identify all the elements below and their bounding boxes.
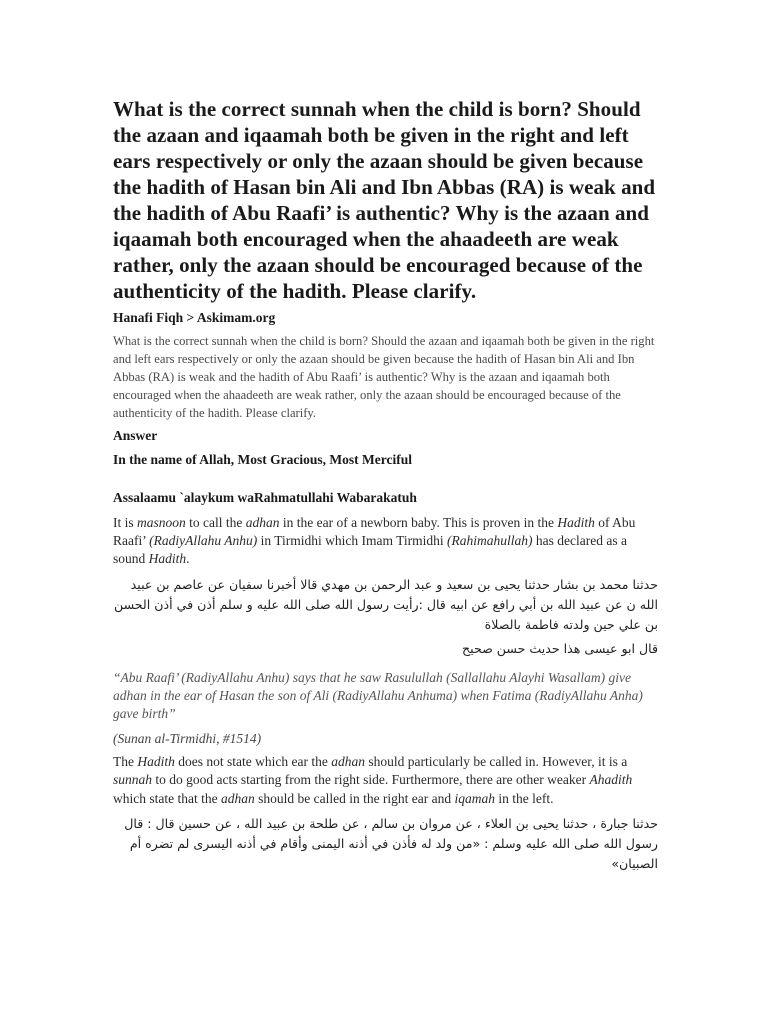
answer-paragraph-1 <box>113 514 658 569</box>
italic-term: (Rahimahullah) <box>447 533 533 549</box>
text-run: which state that the <box>113 790 221 806</box>
text-run: has declared as a sound <box>113 533 627 567</box>
hadith-translation: “Abu Raafi’ (RadiyAllahu Anhu) says that he saw Rasulullah (Sallallahu Alayhi Wasallam) give adhan in the ear of Hasan the son of Ali (RadiyAllahu Anhuma) when Fatima (RadiyAllahu Anha) gave birth” <box>113 669 643 722</box>
text-run: The <box>113 754 138 770</box>
text-run: should be called in the right ear and <box>254 790 455 806</box>
answer-paragraph-2 <box>113 753 658 808</box>
text-run: does not state which ear the <box>174 754 332 770</box>
arabic-grading-text: قال ابو عيسى هذا حديث حسن صحيح <box>462 640 658 656</box>
page-title: What is the correct sunnah when the child is born? Should the azaan and iqaamah both be given in the right and left ears respectively or only the azaan should be given because the hadith of Hasan bin Ali and Ibn Abbas (RA) is weak and the hadith of Abu Raafi’ is authentic? Why is the azaan and iqaamah both encouraged when the ahaadeeth are weak rather, only the azaan should be encouraged because of the authenticity of the hadith. Please clarify. <box>113 97 656 303</box>
italic-term: adhan <box>245 515 280 530</box>
arabic-hadith-text: حدثنا محمد بن بشار حدثنا يحيى بن سعيد و عبد الرحمن بن مهدي قالا أخبرنا سفيان عن عاصم بن عبيد الله ن عن عبيد الله بن أبي رافع عن ابيه قال :رأيت رسول الله صلى الله عليه و سلم أذن في أذن الحسن بن علي حين ولدته فاطمة بالصلاة <box>113 576 658 632</box>
question-text: What is the correct sunnah when the child is born? Should the azaan and iqaamah both be given in the right and left ears respectively or only the azaan should be given because the hadith of Hasan bin Ali and Ibn Abbas (RA) is weak and the hadith of Abu Raafi’ is authentic? Why is the azaan and iqaamah both encouraged when the ahaadeeth are weak rather, only the azaan should be encouraged because of the authenticity of the hadith. Please clarify. <box>113 334 655 420</box>
arabic-hadith-text-2: حدثنا جبارة ، حدثنا يحيى بن العلاء ، عن مروان بن سالم ، عن طلحة بن عبيد الله ، عن حسين قال : قال رسول الله صلى الله عليه وسلم : «من ولد له فأذن في أذنه اليمنى وأقام في أذنه اليسرى لم تضره أم الصبيان» <box>124 815 658 871</box>
italic-term: adhan <box>220 790 255 806</box>
salaam-heading: Assalaamu `alaykum waRahmatullahi Wabarakatuh <box>113 490 417 505</box>
text-run: . <box>186 551 190 567</box>
text-run: to do good acts starting from the right side. Furthermore, there are other weaker <box>152 772 590 788</box>
italic-term: Hadith <box>148 551 187 567</box>
italic-term: Hadith <box>557 515 595 530</box>
text-run: in the ear of a newborn baby. This is proven in the <box>279 515 558 530</box>
text-run: to call the <box>185 515 246 530</box>
text-run: should particularly be called in. However, it is a <box>364 754 628 770</box>
italic-term: (RadiyAllahu Anhu) <box>149 533 258 549</box>
source-breadcrumb: Hanafi Fiqh > Askimam.org <box>113 310 276 325</box>
text-run: in Tirmidhi which Imam Tirmidhi <box>257 533 448 549</box>
document-page <box>113 96 658 878</box>
bismillah-heading: In the name of Allah, Most Gracious, Most Merciful <box>113 452 412 467</box>
italic-term: masnoon <box>137 515 186 530</box>
italic-term: adhan <box>331 754 365 770</box>
italic-term: Hadith <box>137 754 175 770</box>
italic-term: sunnah <box>113 772 153 788</box>
hadith-reference: (Sunan al-Tirmidhi, #1514) <box>113 731 262 747</box>
text-run: in the left. <box>495 790 554 806</box>
italic-term: Ahadith <box>589 772 633 788</box>
answer-label: Answer <box>113 428 158 443</box>
text-run: of Abu Raafi’ <box>113 515 636 549</box>
italic-term: iqamah <box>454 790 496 806</box>
text-run: It is <box>113 515 138 530</box>
